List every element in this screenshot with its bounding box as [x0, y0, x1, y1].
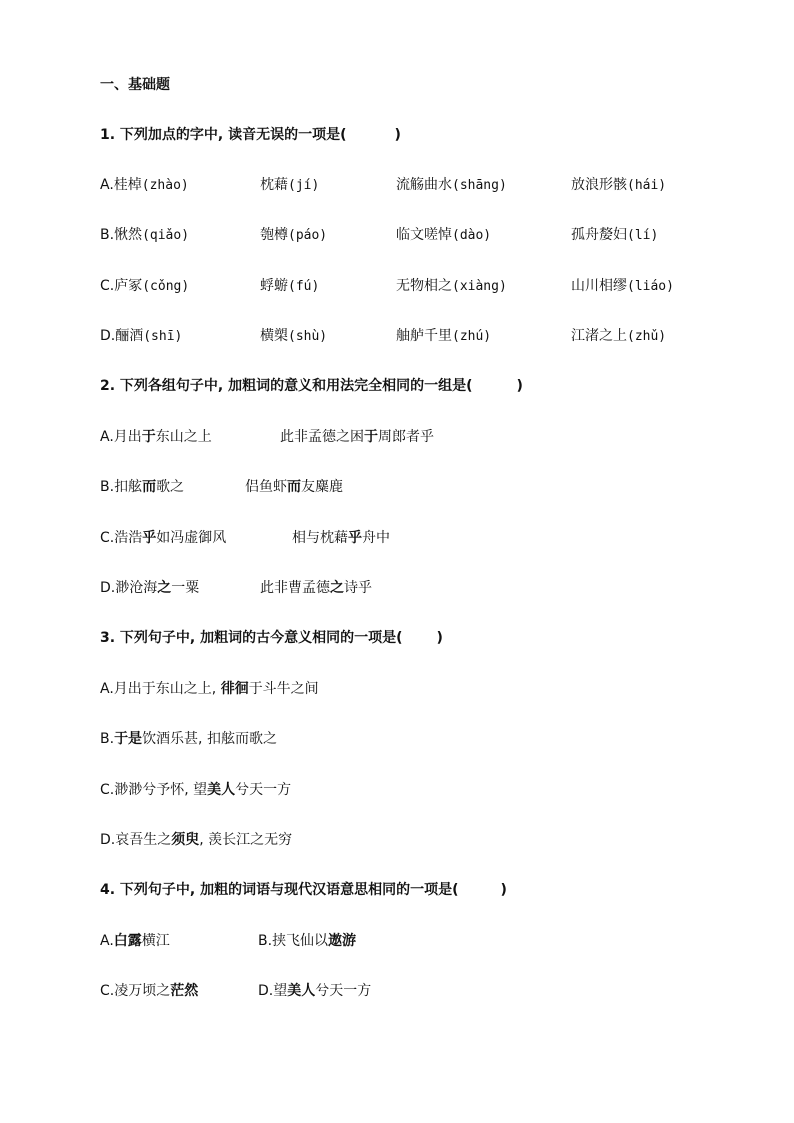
q3-option-a: [100, 679, 319, 699]
text-fragment: 乎: [348, 530, 362, 546]
text-fragment: 侣鱼虾: [245, 479, 287, 495]
text-fragment: (zhào): [141, 178, 189, 193]
option-cell: [396, 225, 491, 246]
text-fragment: 之: [330, 580, 344, 596]
option-cell: [571, 175, 666, 196]
text-fragment: (liáo): [627, 279, 674, 294]
option-cell: [100, 326, 182, 347]
text-fragment: (jí): [288, 178, 320, 193]
option-cell: [100, 578, 199, 598]
question-1-title: [100, 125, 401, 145]
text-fragment: 渺沧海: [115, 580, 158, 596]
text-fragment: ): [394, 127, 401, 143]
text-fragment: 挟飞仙以: [272, 933, 329, 949]
text-fragment: 山川相缪: [571, 278, 627, 294]
option-label: D.: [258, 983, 274, 999]
text-fragment: 月出: [113, 429, 142, 445]
text-fragment: (lí): [627, 228, 659, 243]
option-label: D.: [100, 580, 116, 596]
question-2-prompt: 2. 下列各组句子中, 加粗词的意义和用法完全相同的一组是(: [100, 378, 473, 394]
text-fragment: 匏樽: [260, 227, 288, 243]
text-fragment: (cǒng): [142, 279, 190, 294]
option-cell: [245, 477, 343, 497]
text-fragment: (shù): [288, 329, 328, 344]
option-label: B.: [100, 731, 115, 747]
text-fragment: 无物相之: [396, 278, 452, 294]
text-fragment: 孤舟嫠妇: [571, 227, 627, 243]
text-fragment: (zhǔ): [627, 329, 667, 344]
text-fragment: 诗乎: [344, 580, 372, 596]
text-fragment: 桂棹: [113, 177, 142, 193]
text-fragment: 相与枕藉: [292, 530, 348, 546]
option-cell: [100, 225, 189, 246]
text-fragment: 友麋鹿: [301, 479, 343, 495]
text-fragment: 如冯虚御风: [156, 530, 227, 546]
text-fragment: 临文嗟悼: [396, 227, 452, 243]
option-cell: [260, 276, 319, 297]
text-fragment: 庐冢: [114, 278, 143, 294]
q3-option-d: [100, 830, 292, 850]
text-fragment: 哀吾生之: [115, 832, 172, 848]
text-fragment: 歌之: [156, 479, 185, 495]
option-label: B.: [100, 479, 115, 495]
text-fragment: 蜉蝣: [260, 278, 288, 294]
text-fragment: 而: [287, 479, 301, 495]
text-fragment: 扣舷: [114, 479, 143, 495]
option-label: D.: [100, 832, 116, 848]
option-cell: [571, 225, 658, 246]
option-cell: [396, 276, 507, 297]
text-fragment: (xiàng): [452, 279, 507, 294]
q4-option-c: [100, 981, 198, 1001]
text-fragment: 放浪形骸: [571, 177, 627, 193]
text-fragment: 乎: [142, 530, 157, 546]
option-cell: [260, 326, 327, 347]
option-cell: [100, 175, 189, 196]
text-fragment: 横江: [141, 933, 170, 949]
option-cell: [260, 225, 327, 246]
text-fragment: (fú): [288, 279, 320, 294]
text-fragment: 此非孟德之困: [280, 429, 364, 445]
option-label: B.: [258, 933, 273, 949]
text-fragment: 周郎者乎: [378, 429, 434, 445]
option-cell: [396, 175, 507, 196]
option-cell: [280, 427, 434, 447]
text-fragment: 浩浩: [114, 530, 143, 546]
option-cell: [260, 578, 372, 598]
text-fragment: 渺渺兮予怀, 望: [114, 782, 208, 798]
option-label: D.: [100, 328, 116, 344]
text-fragment: 茫然: [170, 983, 199, 999]
text-fragment: (shī): [143, 329, 183, 344]
text-fragment: ): [436, 630, 443, 646]
text-fragment: , 羡长江之无穷: [199, 832, 293, 848]
q3-option-c: [100, 780, 291, 800]
text-fragment: (zhú): [452, 329, 492, 344]
q4-option-d: [258, 981, 371, 1001]
text-fragment: 而: [142, 479, 157, 495]
text-fragment: 兮天一方: [235, 782, 292, 798]
option-cell: [100, 427, 212, 447]
text-fragment: (qiǎo): [142, 228, 190, 243]
text-fragment: 流觞曲水: [396, 177, 452, 193]
text-fragment: 饮酒乐甚, 扣舷而歌之: [142, 731, 277, 747]
text-fragment: 月出于东山之上,: [113, 681, 221, 697]
option-cell: [260, 175, 319, 196]
text-fragment: (páo): [288, 228, 328, 243]
text-fragment: ): [500, 882, 507, 898]
text-fragment: 此非曹孟德: [260, 580, 330, 596]
question-3-prompt: 3. 下列句子中, 加粗词的古今意义相同的一项是(: [100, 630, 403, 646]
option-cell: [571, 326, 666, 347]
text-fragment: 美人: [207, 782, 236, 798]
q4-option-a: [100, 931, 170, 951]
text-fragment: (hái): [627, 178, 667, 193]
option-label: B.: [100, 227, 115, 243]
text-fragment: 横槊: [260, 328, 288, 344]
text-fragment: 枕藉: [260, 177, 288, 193]
option-label: C.: [100, 530, 115, 546]
option-cell: [571, 276, 674, 297]
q3-option-b: [100, 729, 277, 749]
text-fragment: 舟中: [362, 530, 390, 546]
text-fragment: 东山之上: [155, 429, 212, 445]
question-3-title: [100, 628, 443, 648]
text-fragment: 一粟: [171, 580, 200, 596]
option-label: C.: [100, 983, 115, 999]
option-label: A.: [100, 429, 114, 445]
text-fragment: 须臾: [171, 832, 200, 848]
question-4-prompt: 4. 下列句子中, 加粗的词语与现代汉语意思相同的一项是(: [100, 882, 459, 898]
text-fragment: 凌万顷之: [114, 983, 171, 999]
option-label: C.: [100, 782, 115, 798]
text-fragment: (dào): [452, 228, 492, 243]
question-1-prompt: 1. 下列加点的字中, 读音无误的一项是(: [100, 127, 347, 143]
text-fragment: ): [516, 378, 523, 394]
text-fragment: (shāng): [452, 178, 507, 193]
option-cell: [100, 528, 226, 548]
text-fragment: 兮天一方: [315, 983, 372, 999]
q4-option-b: [258, 931, 356, 951]
text-fragment: 白露: [113, 933, 142, 949]
text-fragment: 望: [273, 983, 288, 999]
text-fragment: 于斗牛之间: [248, 681, 319, 697]
text-fragment: 愀然: [114, 227, 143, 243]
text-fragment: 之: [157, 580, 172, 596]
text-fragment: 舳舻千里: [396, 328, 452, 344]
option-label: A.: [100, 177, 114, 193]
text-fragment: 于: [364, 429, 378, 445]
option-label: A.: [100, 933, 114, 949]
option-cell: [100, 276, 189, 297]
option-cell: [396, 326, 491, 347]
text-fragment: 酾酒: [115, 328, 144, 344]
text-fragment: 徘徊: [220, 681, 249, 697]
option-label: A.: [100, 681, 114, 697]
option-cell: [100, 477, 184, 497]
question-4-title: [100, 880, 507, 900]
option-label: C.: [100, 278, 115, 294]
text-fragment: 于: [141, 429, 156, 445]
option-cell: [292, 528, 390, 548]
text-fragment: 美人: [287, 983, 316, 999]
section-heading: 一、基础题: [100, 77, 170, 93]
question-2-title: [100, 376, 523, 396]
text-fragment: 遨游: [328, 933, 357, 949]
text-fragment: 于是: [114, 731, 143, 747]
text-fragment: 江渚之上: [571, 328, 627, 344]
